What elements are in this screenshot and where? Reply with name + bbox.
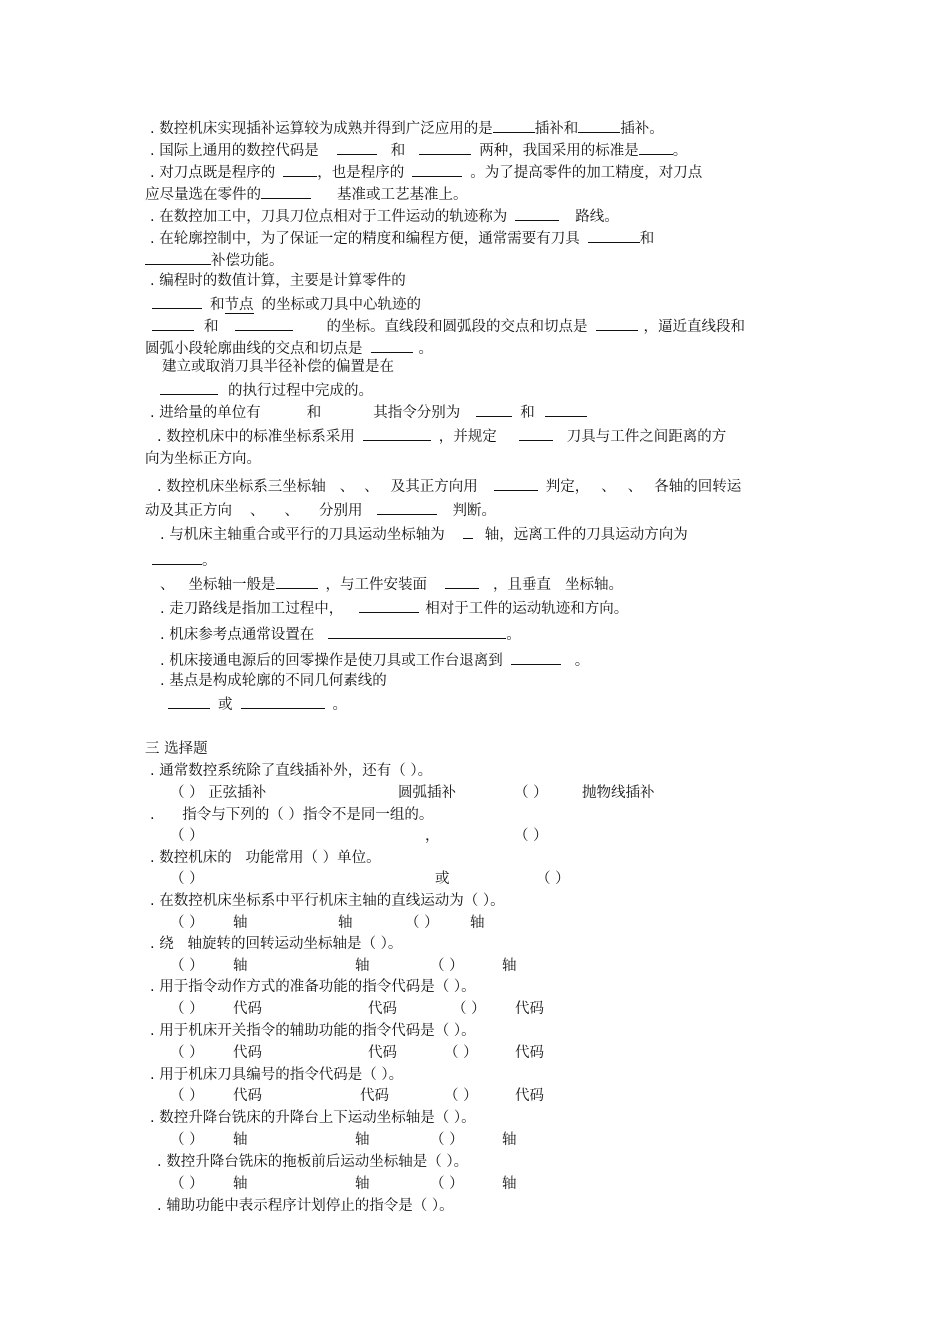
option-text: （ ） [170, 1088, 204, 1104]
option-text: 代码 [360, 1088, 389, 1104]
fill-text: 。为了提高零件的加工精度，对刀点 [470, 165, 703, 181]
fill-text: 的坐标或刀具中心轨迹的 [261, 297, 421, 313]
option-text: 轴 [233, 958, 248, 974]
answer-blank [377, 500, 437, 515]
option-text: （ ） [170, 1176, 204, 1192]
option-text: 轴 [355, 1132, 370, 1148]
fill-text: ，也是程序的 [317, 165, 405, 181]
option-text: （ ） [536, 871, 570, 887]
fill-text: ，逼近直线段和 [643, 319, 745, 335]
node-word: 节点 [224, 297, 254, 313]
fill-text: 坐标轴一般是 [188, 577, 276, 593]
fill-text: 相对于工件的运动轨迹和方向。 [425, 601, 629, 617]
answer-blank [494, 476, 538, 491]
option-text: 轴 [502, 958, 517, 974]
fill-text: 。 [672, 143, 688, 159]
option-text: （ ） [452, 1001, 486, 1017]
answer-blank [639, 140, 673, 155]
fill-line-22 [160, 598, 628, 618]
option-text: （ ） [430, 1176, 464, 1192]
answer-blank [283, 162, 317, 177]
fill-text: 的坐标。直线段和圆弧段的交点和切点是 [326, 319, 588, 335]
option-text: 代码 [515, 1001, 544, 1017]
fill-text: . 编程时的数值计算，主要是计算零件的 [150, 273, 406, 289]
answer-blank [337, 140, 377, 155]
fill-text: 插补。 [620, 121, 664, 137]
question: . 数控机床的 功能常用（ ）单位。 [150, 850, 381, 866]
option-text: （ ） [170, 1001, 204, 1017]
option-text: （ ） 正弦插补 [170, 785, 267, 801]
fill-line-25 [160, 672, 387, 690]
fill-text: 和 [204, 319, 219, 335]
fill-line-3 [150, 162, 702, 182]
fill-line-16 [145, 450, 261, 468]
option-text: 轴 [470, 915, 485, 931]
option-text: 轴 [233, 1176, 248, 1192]
answer-blank [371, 338, 413, 353]
fill-line-12 [162, 358, 394, 376]
fill-line-11 [145, 338, 433, 358]
answer-blank [241, 694, 325, 709]
answer-blank [519, 426, 553, 441]
fill-line-20 [152, 550, 217, 570]
answer-blank [145, 250, 211, 265]
fill-text: 建立或取消刀具半径补偿的偏置是在 [162, 359, 394, 375]
answer-blank [152, 316, 194, 331]
option-text: （ ） [170, 828, 204, 844]
fill-line-8 [150, 272, 406, 290]
fill-text: . 机床参考点通常设置在 [160, 627, 315, 643]
fill-text: . 数控机床中的标准坐标系采用 [157, 429, 355, 445]
fill-text: 动及其正方向 [145, 503, 232, 519]
fill-text: . 基点是构成轮廓的不同几何素线的 [160, 673, 387, 689]
question: . 辅助功能中表示程序计划停止的指令是（ ）。 [157, 1198, 454, 1214]
option-text: （ ） [405, 915, 439, 931]
fill-text: 。 [418, 341, 433, 357]
fill-text: ，并规定 [438, 429, 497, 445]
fill-line-2 [150, 140, 687, 160]
fill-text: 、 [284, 503, 299, 519]
fill-text: 分别用 [319, 503, 363, 519]
fill-text: 判断。 [452, 503, 496, 519]
option-text: （ ） [170, 1132, 204, 1148]
option-text: 代码 [368, 1045, 397, 1061]
fill-text: 和 [306, 405, 322, 421]
answer-blank [493, 118, 535, 133]
fill-text: . 对刀点既是程序的 [150, 165, 276, 181]
fill-text: 、 [160, 577, 175, 593]
fill-text: 各轴的回转运 [654, 479, 742, 495]
fill-line-9 [152, 294, 421, 314]
fill-line-10 [152, 316, 745, 336]
fill-text: 判定， [545, 479, 590, 495]
fill-line-1 [150, 118, 664, 138]
fill-text: 刀具与工件之间距离的方 [566, 429, 727, 445]
option-text: 抛物线插补 [582, 785, 655, 801]
option-text: 轴 [233, 1132, 248, 1148]
question: . 数控升降台铣床的拖板前后运动坐标轴是（ ）。 [157, 1154, 469, 1170]
option-text: 圆弧插补 [398, 785, 456, 801]
fill-text: 的执行过程中完成的。 [228, 383, 373, 399]
option-text: （ ） [170, 915, 204, 931]
fill-text: . 机床接通电源后的回零操作是使刀具或工作台退离到 [160, 653, 503, 669]
fill-text: 插补和 [534, 121, 579, 137]
option-text: 代码 [515, 1045, 544, 1061]
answer-blank [578, 118, 620, 133]
fill-line-4 [145, 184, 468, 204]
fill-text: 两种，我国采用的标准是 [479, 143, 639, 159]
option-text: ， [425, 828, 440, 844]
option-text: 或 [435, 871, 450, 887]
answer-blank [511, 650, 561, 665]
option-text: 轴 [338, 915, 353, 931]
answer-blank [463, 524, 473, 539]
fill-text: 。 [574, 653, 590, 669]
fill-line-24 [160, 650, 589, 670]
option-text: （ ） [170, 958, 204, 974]
fill-text: 、 [250, 503, 265, 519]
option-text: （ ） [514, 828, 548, 844]
fill-text: 或 [218, 697, 233, 713]
fill-line-23 [160, 624, 521, 644]
answer-blank [235, 316, 293, 331]
fill-text: . 进给量的单位有 [150, 405, 261, 421]
fill-line-5 [150, 206, 619, 226]
answer-blank [152, 550, 202, 565]
fill-text: 和 [390, 143, 406, 159]
answer-blank [160, 380, 218, 395]
fill-text: 、 [627, 479, 643, 495]
option-text: （ ） [430, 958, 464, 974]
fill-text: 路线。 [575, 209, 619, 225]
answer-blank [363, 426, 431, 441]
fill-line-6 [150, 228, 654, 248]
fill-text: 及其正方向用 [390, 479, 478, 495]
option-text: 轴 [233, 915, 248, 931]
question: . 通常数控系统除了直线插补外，还有（ ）。 [150, 763, 433, 779]
option-text: （ ） [170, 871, 204, 887]
fill-text: 补偿功能。 [211, 253, 284, 269]
answer-blank [328, 624, 506, 639]
answer-blank [412, 162, 462, 177]
answer-blank [445, 574, 479, 589]
answer-blank [515, 206, 559, 221]
fill-text: 、 [364, 479, 379, 495]
fill-line-19 [160, 524, 688, 544]
fill-line-26 [168, 694, 347, 714]
answer-blank [359, 598, 419, 613]
fill-text: ，且垂直 [493, 577, 551, 593]
fill-text: . 走刀路线是指加工过程中， [160, 601, 344, 617]
answer-blank [476, 402, 512, 417]
option-text: 代码 [515, 1088, 544, 1104]
fill-text: . 与机床主轴重合或平行的刀具运动坐标轴为 [160, 527, 445, 543]
fill-text: 和 [639, 231, 655, 247]
answer-blank [545, 402, 587, 417]
option-text: （ ） [514, 785, 548, 801]
fill-line-13 [160, 380, 373, 400]
fill-text: 、 [339, 479, 355, 495]
option-text: 轴 [502, 1132, 517, 1148]
question: . 指令与下列的（ ）指令不是同一组的。 [150, 807, 434, 823]
fill-text: . 国际上通用的数控代码是 [150, 143, 319, 159]
question: . 用于机床开关指令的辅助功能的指令代码是（ ）。 [150, 1023, 476, 1039]
fill-text: 坐标轴。 [565, 577, 623, 593]
fill-text: 向为坐标正方向。 [145, 451, 261, 467]
fill-text: . 数控机床实现插补运算较为成熟并得到广泛应用的是 [150, 121, 493, 137]
question: . 在数控机床坐标系中平行机床主轴的直线运动为（ ）。 [150, 893, 505, 909]
fill-text: ，与工件安装面 [325, 577, 427, 593]
section-heading: 三 选择题 [145, 741, 208, 757]
answer-blank [276, 574, 318, 589]
option-text: （ ） [444, 1045, 478, 1061]
fill-text: 基准或工艺基准上。 [337, 187, 468, 203]
option-text: 代码 [233, 1088, 262, 1104]
answer-blank [261, 184, 311, 199]
fill-line-15 [157, 426, 726, 446]
fill-line-18 [145, 500, 496, 520]
question: . 数控升降台铣床的升降台上下运动坐标轴是（ ）。 [150, 1110, 476, 1126]
answer-blank [152, 294, 202, 309]
option-text: 代码 [368, 1001, 397, 1017]
fill-line-14 [150, 402, 587, 422]
fill-text: . 在数控加工中，刀具刀位点相对于工件运动的轨迹称为 [150, 209, 508, 225]
fill-text: 其指令分别为 [373, 405, 461, 421]
fill-text: . 数控机床坐标系三坐标轴 [157, 479, 326, 495]
question: . 用于指令动作方式的准备功能的指令代码是（ ）。 [150, 979, 476, 995]
fill-text: 轴，远离工件的刀具运动方向为 [484, 527, 688, 543]
fill-text: . 在轮廓控制中，为了保证一定的精度和编程方便，通常需要有刀具 [150, 231, 580, 247]
option-text: 代码 [233, 1001, 262, 1017]
fill-text: 和 [210, 297, 225, 313]
fill-line-21 [160, 574, 623, 594]
answer-blank [419, 140, 471, 155]
fill-line-17 [157, 476, 741, 496]
option-text: （ ） [430, 1132, 464, 1148]
fill-text: 、 [601, 479, 616, 495]
option-text: 代码 [233, 1045, 262, 1061]
fill-text: 。 [202, 553, 217, 569]
fill-line-7 [145, 250, 284, 270]
fill-text: 和 [520, 405, 535, 421]
answer-blank [588, 228, 640, 243]
option-text: 轴 [355, 958, 370, 974]
question: . 绕 轴旋转的回转运动坐标轴是（ ）。 [150, 936, 403, 952]
option-text: （ ） [170, 1045, 204, 1061]
option-text: 轴 [355, 1176, 370, 1192]
fill-text: 。 [332, 697, 347, 713]
answer-blank [596, 316, 638, 331]
option-text: （ ） [444, 1088, 478, 1104]
answer-blank [168, 694, 210, 709]
fill-text: 圆弧小段轮廓曲线的交点和切点是 [145, 341, 363, 357]
question: . 用于机床刀具编号的指令代码是（ ）。 [150, 1067, 404, 1083]
fill-text: 应尽量选在零件的 [145, 187, 261, 203]
option-text: 轴 [502, 1176, 517, 1192]
fill-text: 。 [506, 627, 521, 643]
